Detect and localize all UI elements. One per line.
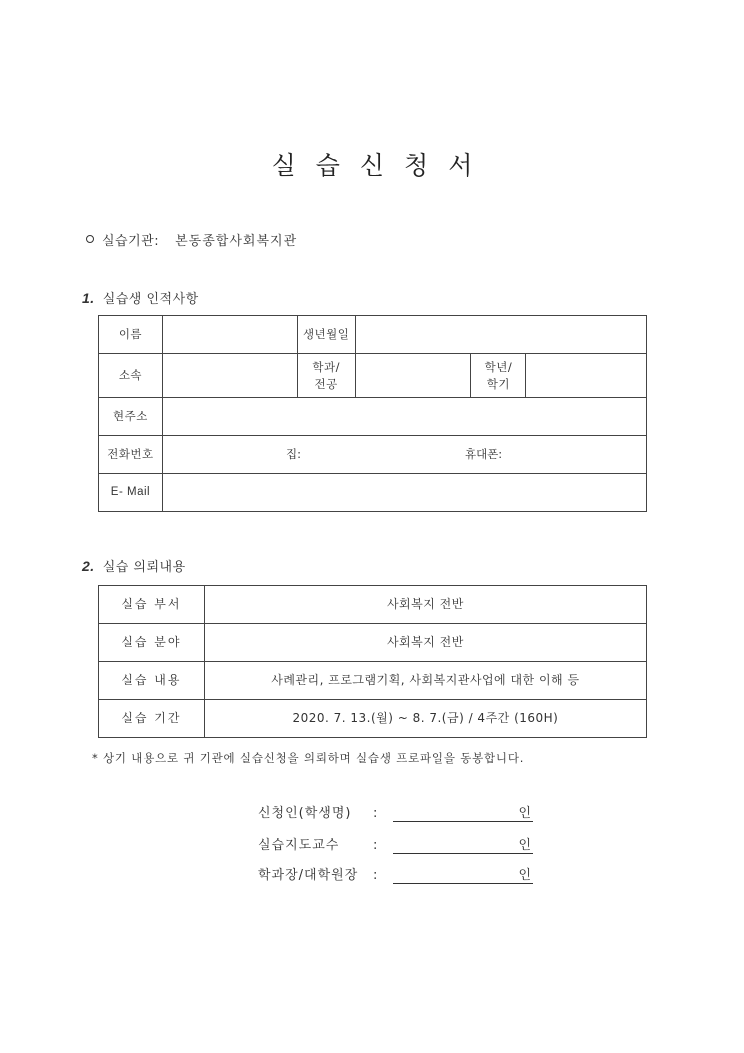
major-label-line2: 전공 [314, 376, 338, 391]
table-row [99, 474, 647, 512]
signature-colon: : [373, 806, 378, 821]
detail-label: 실습 내용 [99, 662, 205, 700]
birth-field[interactable] [355, 316, 646, 354]
detail-value: 사례관리, 프로그램기획, 사회복지관사업에 대한 이해 등 [204, 662, 646, 700]
table-row [99, 586, 647, 624]
organization-value: 본동종합사회복지관 [175, 234, 298, 249]
major-field[interactable] [355, 354, 471, 398]
signature-label: 학과장/대학원장 [258, 868, 359, 883]
section2-title: 실습 의뢰내용 [102, 560, 186, 575]
name-label: 이름 [99, 316, 163, 354]
signature-row-advisor [258, 834, 533, 854]
address-field[interactable] [162, 398, 646, 436]
table-row [99, 316, 647, 354]
grade-label-line1: 학년/ [484, 359, 513, 374]
grade-label-line2: 학기 [486, 376, 511, 391]
section2-number: 2. [82, 558, 95, 574]
name-field[interactable] [162, 316, 297, 354]
page-title: 실습신청서 [271, 151, 493, 180]
organization-label: 실습기관: [102, 234, 160, 249]
detail-label: 실습 분야 [99, 624, 205, 662]
grade-field[interactable] [526, 354, 647, 398]
circle-bullet-icon [86, 235, 94, 243]
signature-row-dean [258, 864, 533, 884]
email-label: E- Mail [99, 474, 163, 512]
seal-mark: 인 [518, 868, 531, 883]
detail-value: 사회복지 전반 [204, 586, 646, 624]
signature-line[interactable] [393, 802, 533, 822]
signature-colon: : [373, 868, 378, 883]
table-row [99, 624, 647, 662]
home-phone-field[interactable] [162, 436, 471, 474]
note-text: * 상기 내용으로 귀 기관에 실습신청을 의뢰하며 실습생 프로파일을 동봉합니다. [92, 751, 525, 765]
major-label [297, 354, 355, 398]
table-row [99, 700, 647, 738]
table-row [99, 662, 647, 700]
personal-info-table [98, 315, 647, 512]
birth-label: 생년월일 [297, 316, 355, 354]
detail-label: 실습 기간 [99, 700, 205, 738]
signature-line[interactable] [393, 834, 533, 854]
phone-label: 전화번호 [99, 436, 163, 474]
section1-number: 1. [82, 290, 95, 306]
seal-mark: 인 [518, 806, 531, 821]
detail-label: 실습 부서 [99, 586, 205, 624]
grade-label [471, 354, 526, 398]
section1-heading [82, 288, 199, 307]
detail-value: 2020. 7. 13.(월) ~ 8. 7.(금) / 4주간 (160H) [204, 700, 646, 738]
table-row [99, 398, 647, 436]
mobile-phone-field[interactable] [464, 436, 647, 474]
table-row [99, 436, 647, 474]
mobile-label: 휴대폰: [464, 447, 503, 461]
section1-title: 실습생 인적사항 [102, 292, 199, 307]
signature-colon: : [373, 838, 378, 853]
request-details-table [98, 585, 647, 738]
organization-line [86, 230, 297, 249]
table-row [99, 354, 647, 398]
signature-label: 실습지도교수 [258, 838, 340, 853]
affiliation-label: 소속 [99, 354, 163, 398]
signature-row-applicant [258, 802, 533, 822]
home-label: 집: [285, 447, 301, 461]
signature-label: 신청인(학생명) [258, 806, 352, 821]
major-label-line1: 학과/ [312, 359, 340, 374]
seal-mark: 인 [518, 838, 531, 853]
signature-line[interactable] [393, 864, 533, 884]
address-label: 현주소 [99, 398, 163, 436]
section2-heading [82, 556, 186, 575]
affiliation-field[interactable] [162, 354, 297, 398]
email-field[interactable] [162, 474, 646, 512]
detail-value: 사회복지 전반 [204, 624, 646, 662]
